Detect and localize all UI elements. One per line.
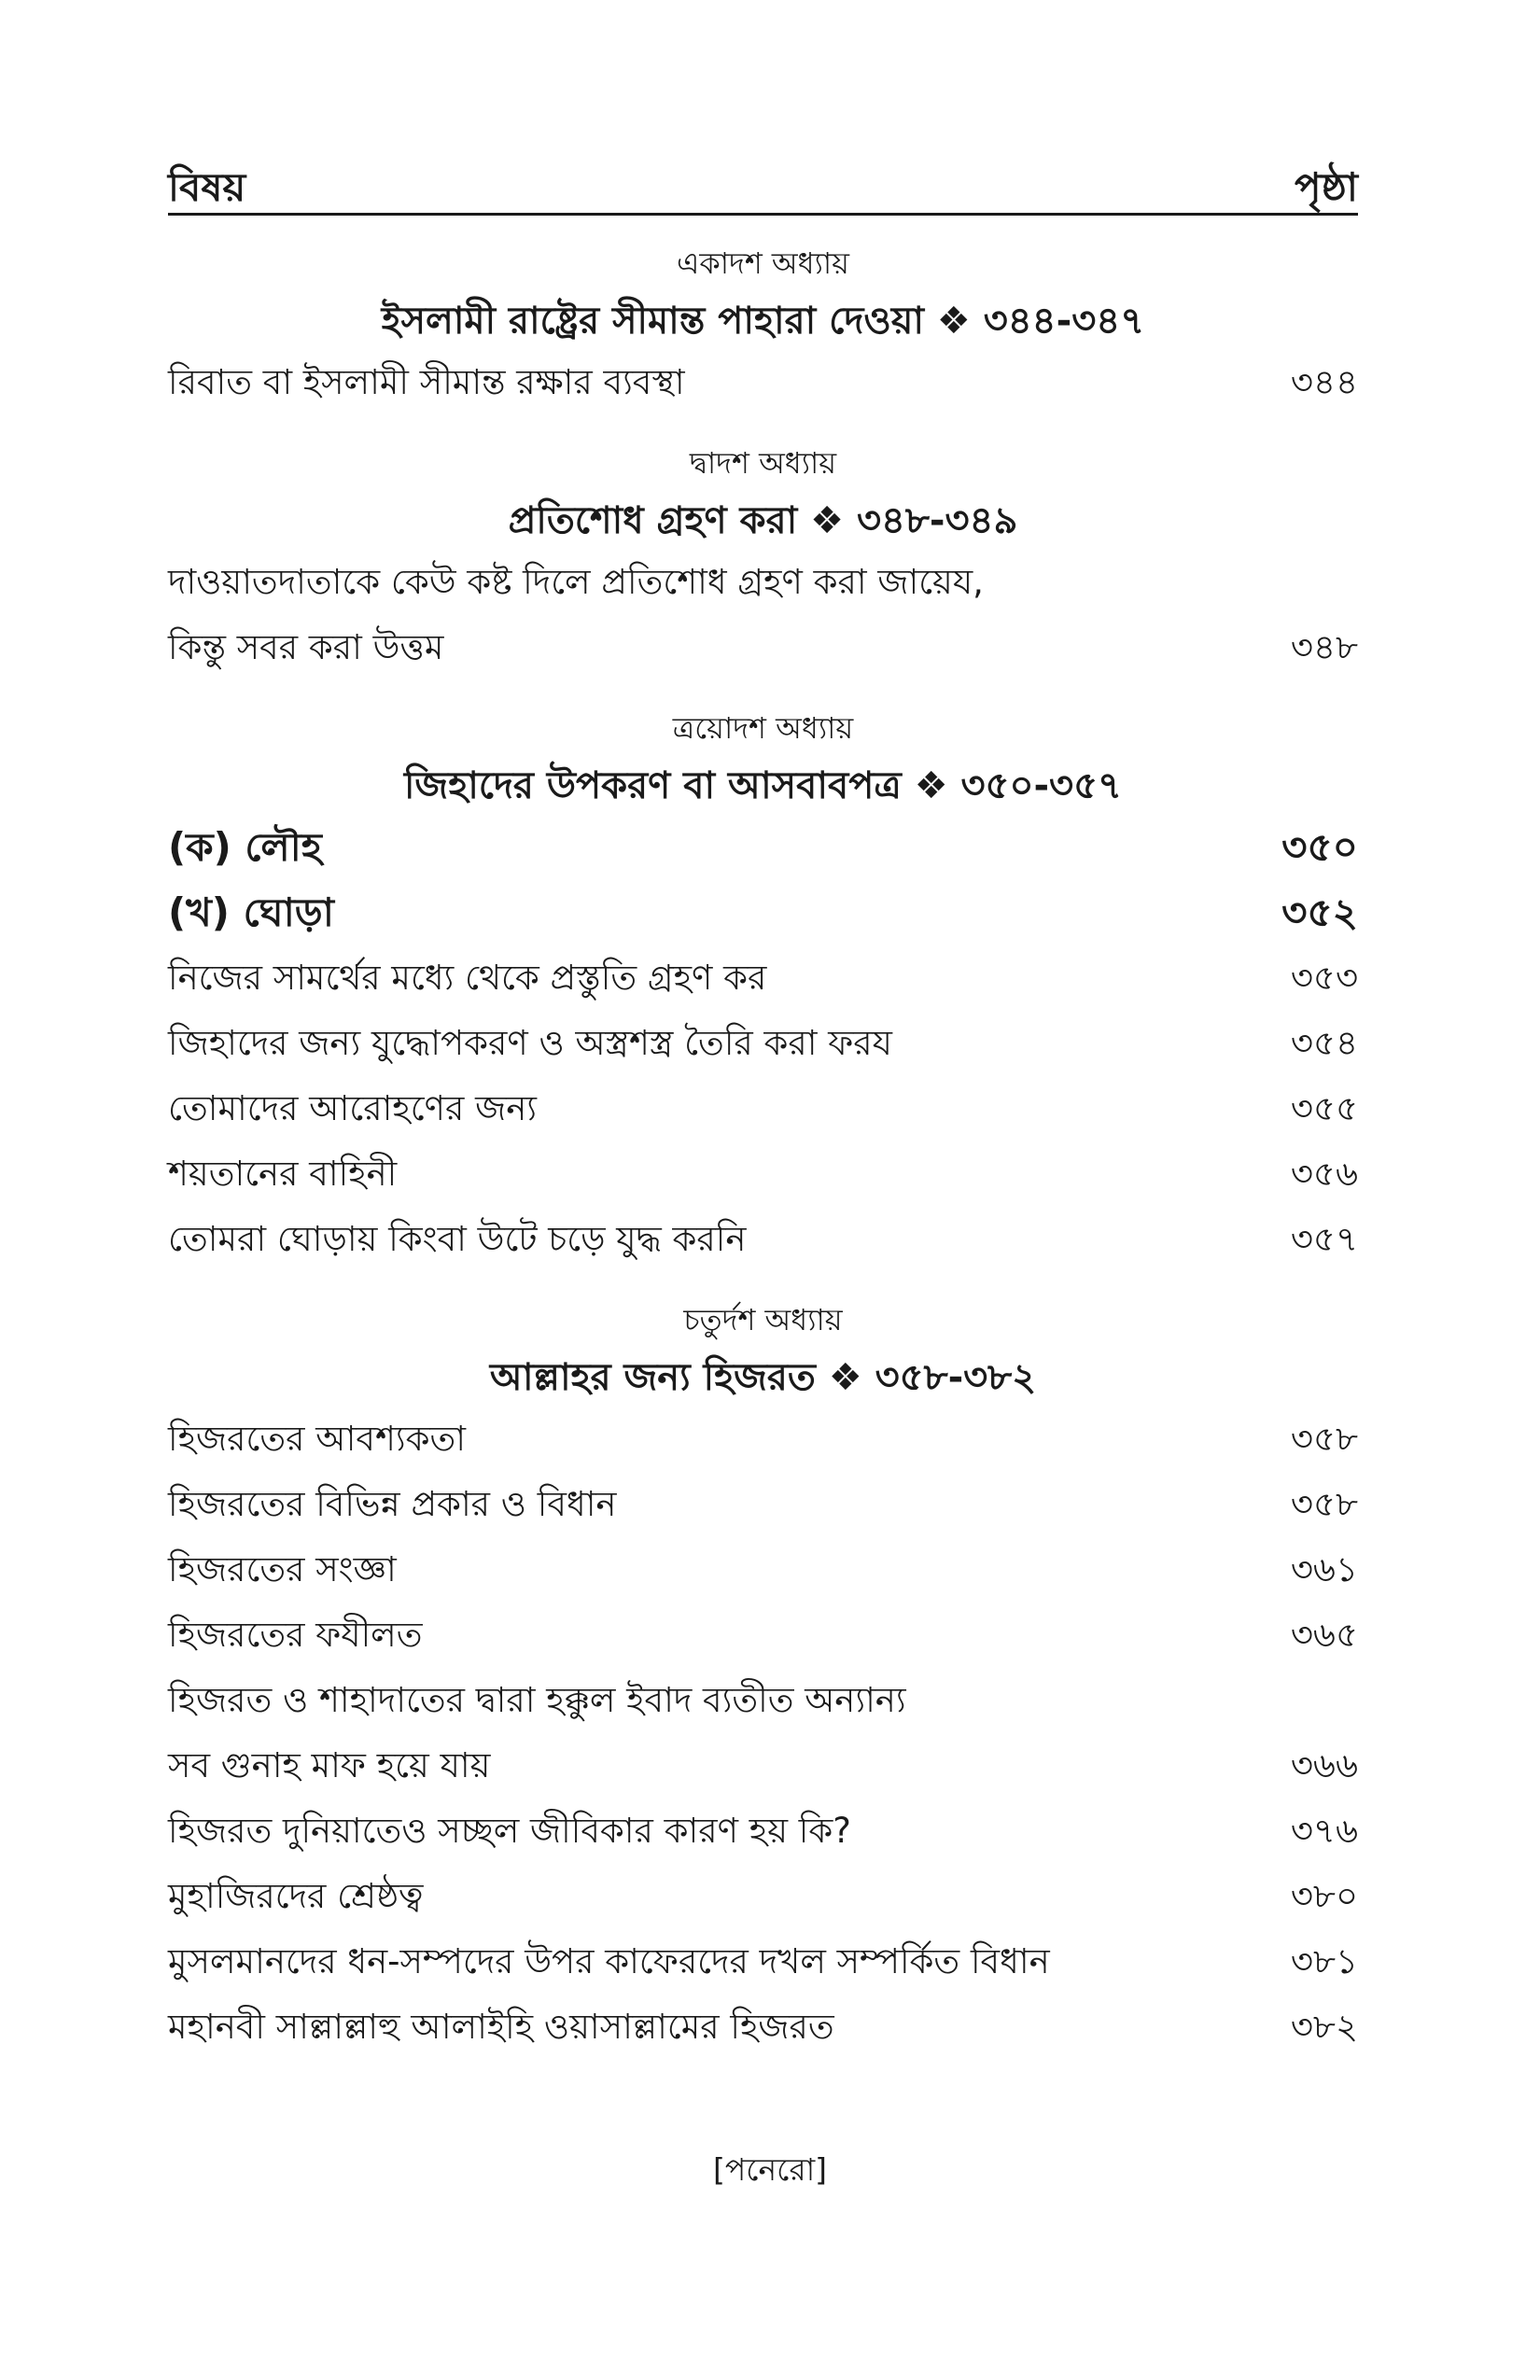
- toc-entry: [168, 1076, 1358, 1141]
- chapter-title: জিহাদের উপকরণ বা আসবাবপত্র ❖ ৩৫০-৩৫৭: [403, 764, 1123, 807]
- toc-entry-title: হিজরতের বিভিন্ন প্রকার ও বিধান: [168, 1484, 617, 1524]
- toc-entry-title: তোমাদের আরোহণের জন্য: [168, 1088, 538, 1128]
- toc-entry-title: মুসলমানদের ধন-সম্পদের উপর কাফেরদের দখল সম্পর্কিত বিধান: [168, 1941, 1050, 1981]
- toc-entry: [168, 1864, 1358, 1929]
- toc-entry-title: মহানবী সাল্লাল্লাহু আলাইহি ওয়াসাল্লামের হিজরত: [168, 2007, 834, 2047]
- chapter-section: [168, 434, 1358, 680]
- toc-entry-title: তোমরা ঘোড়ায় কিংবা উটে চড়ে যুদ্ধ করনি: [168, 1219, 747, 1259]
- toc-page: [168, 140, 1358, 2060]
- toc-entry-page: ৩৫৪: [1290, 1023, 1358, 1063]
- toc-entry: [168, 880, 1358, 945]
- toc-entry-title: (ক) লৌহ: [168, 824, 322, 870]
- toc-entry-page: ৩৮০: [1290, 1876, 1358, 1916]
- toc-entry-page: ৩৪৮: [1290, 627, 1358, 667]
- toc-entry: [168, 1407, 1358, 1472]
- toc-entry-page: ৩৫৬: [1290, 1154, 1358, 1194]
- toc-header: [168, 140, 1358, 216]
- toc-entry-page: ৩৮১: [1290, 1941, 1358, 1981]
- toc-entry-title: দাওয়াতদাতাকে কেউ কষ্ট দিলে প্রতিশোধ গ্রহণ করা জায়েয,: [168, 562, 984, 602]
- toc-entry-title: জিহাদের জন্য যুদ্ধোপকরণ ও অস্ত্রশস্ত্র তৈরি করা ফরয: [168, 1023, 892, 1063]
- chapter-title: ইসলামী রাষ্ট্রের সীমান্ত পাহারা দেওয়া ❖ ৩৪৪-৩৪৭: [381, 300, 1145, 343]
- chapter-section: [168, 699, 1358, 1272]
- toc-entry-page: ৩৬৫: [1290, 1615, 1358, 1655]
- chapter-title: প্রতিশোধ গ্রহণ করা ❖ ৩৪৮-৩৪৯: [508, 499, 1018, 542]
- toc-entry: [168, 550, 1358, 615]
- toc-entry-title: সব গুনাহ মাফ হয়ে যায়: [168, 1745, 491, 1785]
- chapter-section: [168, 1291, 1358, 2060]
- toc-entry-title: নিজের সামর্থের মধ্যে থেকে প্রস্তুতি গ্রহণ কর: [168, 958, 767, 998]
- toc-entry-page: ৩৬১: [1290, 1549, 1358, 1589]
- toc-entry-title: হিজরত দুনিয়াতেও সচ্ছল জীবিকার কারণ হয় কি?: [168, 1811, 851, 1851]
- toc-entry: [168, 1207, 1358, 1272]
- chapter-label: ত্রয়োদশ অধ্যায়: [672, 710, 854, 746]
- toc-entry-page: ৩৫২: [1281, 889, 1358, 935]
- toc-entry-page: ৩৫৭: [1290, 1219, 1358, 1259]
- toc-entry-title: হিজরত ও শাহাদাতের দ্বারা হক্কুল ইবাদ ব্যতীত অন্যান্য: [168, 1680, 906, 1720]
- toc-entry-title: হিজরতের সংজ্ঞা: [168, 1549, 397, 1589]
- chapter-label: চতুর্দশ অধ্যায়: [683, 1302, 843, 1337]
- toc-entry: [168, 1929, 1358, 1995]
- page-number-footer: [পনেরো]: [712, 2151, 828, 2188]
- header-subject-label: বিষয়: [168, 164, 246, 210]
- toc-entry: [168, 350, 1358, 415]
- toc-entry: [168, 1141, 1358, 1207]
- chapter-label: একাদশ অধ্যায়: [677, 245, 849, 281]
- toc-entry: [168, 1011, 1358, 1076]
- toc-entry: [168, 1472, 1358, 1537]
- toc-entry-page: ৩৫৮: [1290, 1419, 1358, 1459]
- toc-entry: [168, 815, 1358, 880]
- toc-entry: [168, 1537, 1358, 1603]
- toc-entry-page: ৩৬৬: [1290, 1745, 1358, 1785]
- toc-entry-title: হিজরতের আবশ্যকতা: [168, 1419, 466, 1459]
- toc-entry: [168, 615, 1358, 680]
- chapter-list: [168, 234, 1358, 2060]
- toc-entry-title: কিন্তু সবর করা উত্তম: [168, 627, 444, 667]
- toc-entry-page: ৩৭৬: [1290, 1811, 1358, 1851]
- toc-entry-page: ৩৮২: [1290, 2007, 1358, 2047]
- header-page-label: পৃষ্ঠা: [1294, 164, 1358, 210]
- toc-entry: [168, 1733, 1358, 1799]
- toc-entry-page: ৩৫৩: [1290, 958, 1358, 998]
- toc-entry: [168, 1799, 1358, 1864]
- toc-entry: [168, 1995, 1358, 2060]
- toc-entry-page: ৩৫৫: [1290, 1088, 1358, 1128]
- toc-entry-page: ৩৫০: [1281, 824, 1358, 870]
- chapter-label: দ্বাদশ অধ্যায়: [689, 445, 837, 481]
- toc-entry-page: ৩৪৪: [1290, 362, 1358, 402]
- toc-entry-title: মুহাজিরদের শ্রেষ্ঠত্ব: [168, 1876, 424, 1916]
- chapter-title: আল্লাহর জন্য হিজরত ❖ ৩৫৮-৩৮২: [489, 1356, 1037, 1399]
- toc-entry: [168, 1668, 1358, 1733]
- toc-entry-page: ৩৫৮: [1290, 1484, 1358, 1524]
- toc-entry: [168, 1603, 1358, 1668]
- toc-entry-title: (খ) ঘোড়া: [168, 889, 334, 935]
- toc-entry-title: রিবাত বা ইসলামী সীমান্ত রক্ষার ব্যবস্থা: [168, 362, 685, 402]
- toc-entry-title: শয়তানের বাহিনী: [168, 1154, 398, 1194]
- toc-entry: [168, 945, 1358, 1011]
- chapter-section: [168, 234, 1358, 415]
- toc-entry-title: হিজরতের ফযীলত: [168, 1615, 423, 1655]
